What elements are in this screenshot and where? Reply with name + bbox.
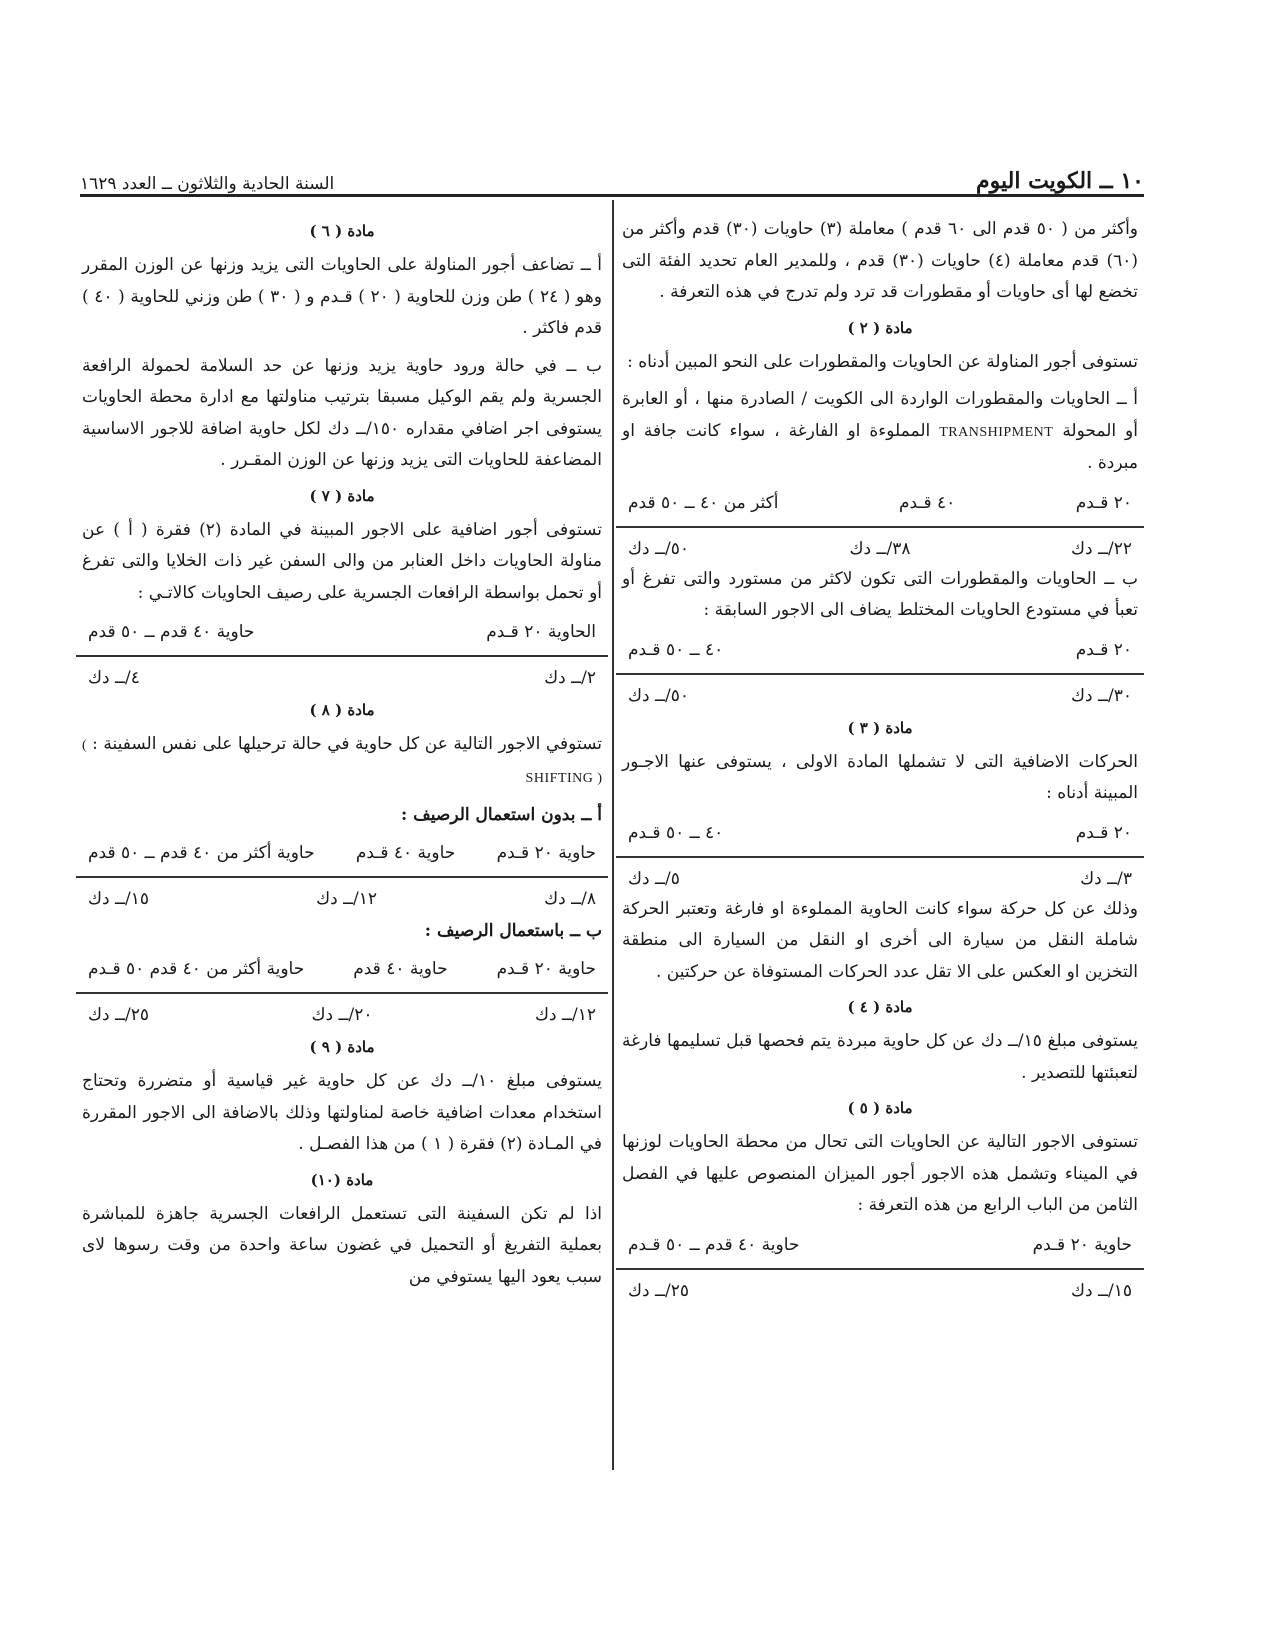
article-2-intro: تستوفى أجور المناولة عن الحاويات والمقطورات على النحو المبين أدناه :	[627, 351, 1138, 372]
article-4-title: مادة ( ٤ )	[847, 998, 913, 1016]
size-label: ٤٠ ــ ٥٠ قـدم	[628, 639, 724, 660]
size-label: حاوية ٤٠ قدم ــ ٥٠ قدم	[88, 622, 255, 642]
header-rule	[80, 194, 1144, 197]
fee-value: ١٥/ــ دك	[88, 889, 149, 909]
article-2-clause-a	[622, 384, 1138, 480]
fee-value: ٢٠/ــ دك	[311, 1005, 373, 1025]
fee-value: ٣٨/ــ دك	[849, 538, 911, 559]
fee-value: ٥/ــ دك	[628, 868, 680, 889]
fee-value: ٨/ــ دك	[544, 889, 596, 909]
fee-value: ١٥/ــ دك	[1071, 1280, 1132, 1301]
article-8a-fee-row	[82, 884, 602, 914]
continued-paragraph: وأكثر من ( ٥٠ قدم الى ٦٠ قدم ) معاملة (٣) حاويات (٣٠) قدم وأكثر من (٦٠) قدم معاملة (٤) حاويات (٣٠) قدم ، وللمدير العام تحديد الفئة التى تخضع لها أى حاويات أو مقطورات قد ترد ولم تدرج في هذه التعرفة .	[622, 219, 1139, 302]
column-divider	[612, 200, 614, 1470]
table-rule	[76, 992, 608, 994]
article-5-text: تستوفى الاجور التالية عن الحاويات التى تحال من محطة الحاويات لوزنها في الميناء وتشمل هذه الاجور أجور الميزان المنصوص عليها في الفصل الثامن من الباب الرابع من هذه التعرفة :	[622, 1132, 1138, 1215]
fee-value: ٢٥/ــ دك	[628, 1280, 689, 1301]
fee-value: ١٢/ــ دك	[316, 889, 378, 909]
article-3-text: الحركات الاضافية التى لا تشملها المادة الاولى ، يستوفى عنها الاجـور المبينة أدناه :	[622, 751, 1138, 803]
table-rule	[616, 526, 1144, 528]
article-6-title: مادة ( ٦ )	[309, 222, 375, 240]
size-label: حاوية ٤٠ قدم ــ ٥٠ قـدم	[628, 1234, 800, 1255]
fee-value: ٥٠/ــ دك	[628, 685, 689, 706]
article-3-fee-row	[622, 864, 1138, 894]
article-8-text-body: تستوفي الاجور التالية عن كل حاوية في حالة ترحيلها على نفس السفينة :	[92, 734, 602, 754]
article-7-size-row	[82, 617, 602, 647]
right-column	[622, 214, 1138, 1306]
article-9-text: يستوفى مبلغ ١٠/ــ دك عن كل حاوية غير قياسية أو متضررة وتحتاج استخدام معدات اضافية خاصة لمناولتها وذلك بالاضافة الى الاجور المقررة في المـادة (٢) فقرة ( ١ ) من هذا الفصـل .	[82, 1071, 602, 1154]
shifting-term: ( SHIFTING )	[82, 738, 602, 786]
size-label: حاوية ٤٠ قدم	[353, 959, 448, 979]
left-column	[82, 214, 602, 1299]
size-label: حاوية ٢٠ قـدم	[496, 843, 596, 863]
article-2b-size-row	[622, 635, 1138, 665]
size-label: حاوية أكثر من ٤٠ قدم ــ ٥٠ قدم	[88, 843, 315, 863]
table-rule	[616, 673, 1144, 675]
size-label: ٤٠ قـدم	[899, 492, 956, 513]
size-label: أكثر من ٤٠ ــ ٥٠ قدم	[628, 492, 779, 513]
article-6-clause-a: أ ــ تضاعف أجور المناولة على الحاويات التى يزيد وزنها عن الوزن المقرر وهو ( ٢٤ ) طن وزن للحاوية ( ٢٠ ) قـدم و ( ٣٠ ) طن وزني للحاوية ( ٤٠ ) قدم فاكثر .	[82, 255, 602, 338]
article-3-title: مادة ( ٣ )	[847, 718, 913, 737]
article-2-clause-a-text: أ ــ الحاويات والمقطورات الواردة الى الكويت / الصادرة منها ، أو العابرة أو المحولة	[622, 389, 1138, 441]
fee-value: ٣/ــ دك	[1080, 868, 1132, 889]
size-label: حاوية ٤٠ قـدم	[355, 843, 456, 863]
table-rule	[76, 876, 608, 878]
size-label: ٤٠ ــ ٥٠ قـدم	[628, 822, 724, 843]
article-7-text: تستوفى أجور اضافية على الاجور المبينة في المادة (٢) فقرة ( أ ) عن مناولة الحاويات داخل العنابر من والى السفن غير ذات الخلايا والتى تفرغ أو تحمل بواسطة الرافعات الجسرية على رصيف الحاويات كالاتـي :	[82, 519, 602, 603]
article-10-text: اذا لم تكن السفينة التى تستعمل الرافعات الجسرية جاهزة للمباشرة بعملية التفريغ أو التحميل في غضون ساعة واحدة من وقت رسوها لاى سبب يعود اليها يستوفي من	[82, 1203, 602, 1287]
size-label: ٢٠ قـدم	[1075, 492, 1132, 513]
size-label: حاوية أكثر من ٤٠ قدم ٥٠ قـدم	[88, 959, 305, 979]
article-8a-size-row	[82, 838, 602, 868]
article-2-clause-b: ب ــ الحاويات والمقطورات التى تكون لاكثر من مستورد والتى تفرغ أو تعبأ في مستودع الحاويات المختلط يضاف الى الاجور السابقة :	[622, 568, 1138, 620]
article-2b-fee-row	[622, 681, 1138, 711]
size-label: ٢٠ قـدم	[1075, 822, 1132, 843]
article-7-fee-row	[82, 663, 602, 693]
article-2-title: مادة ( ٢ )	[847, 318, 913, 337]
article-3-note: وذلك عن كل حركة سواء كانت الحاوية المملوءة او فارغة وتعتبر الحركة شاملة النقل من سيارة الى أخرى او النقل من السيارة الى منطقة التخزين او العكس على الا تقل عدد الحركات المستوفاة عن حركتين .	[622, 898, 1138, 982]
size-label: ٢٠ قـدم	[1075, 639, 1132, 660]
article-7-title: مادة ( ٧ )	[309, 486, 375, 505]
article-8-clause-a-title: أ ــ بدون استعمال الرصيف :	[400, 805, 602, 825]
table-rule	[76, 655, 608, 657]
fee-value: ١٢/ــ دك	[535, 1005, 596, 1025]
article-8b-fee-row	[82, 1000, 602, 1030]
article-8-text	[82, 729, 602, 794]
article-10-title: مادة (١٠)	[310, 1170, 374, 1189]
size-label: حاوية ٢٠ قـدم	[1032, 1234, 1132, 1255]
article-5-fee-row	[622, 1276, 1138, 1306]
fee-value: ٢/ــ دك	[544, 668, 596, 688]
article-2-clause-a-text-2: المملوءة او الفارغة ، سواء كانت جافة او مبردة .	[622, 420, 1138, 473]
article-5-title: مادة ( ٥ )	[847, 1099, 913, 1117]
article-4-text: يستوفى مبلغ ١٥/ــ دك عن كل حاوية مبردة يتم فحصها قبل تسليمها فارغة لتعبئتها للتصدير .	[622, 1031, 1138, 1083]
fee-value: ٤/ــ دك	[88, 668, 140, 688]
fee-value: ٢٥/ــ دك	[88, 1005, 149, 1025]
article-8-clause-b-title: ب ــ باستعمال الرصيف :	[424, 921, 602, 941]
fee-value: ٥٠/ــ دك	[628, 538, 689, 559]
issue-info: السنة الحادية والثلاثون ــ العدد ١٦٢٩	[80, 174, 335, 194]
table-rule	[616, 856, 1144, 858]
size-label: الحاوية ٢٠ قـدم	[486, 622, 596, 642]
table-rule	[616, 1268, 1144, 1270]
fee-value: ٣٠/ــ دك	[1071, 685, 1132, 706]
article-5-size-row	[622, 1230, 1138, 1260]
article-8-title: مادة ( ٨ )	[309, 701, 375, 719]
article-2a-size-row	[622, 488, 1138, 518]
article-9-title: مادة ( ٩ )	[309, 1038, 375, 1056]
article-2a-fee-row	[622, 534, 1138, 564]
publication-title: ١٠ ــ الكويت اليوم	[975, 168, 1144, 194]
article-3-size-row	[622, 818, 1138, 848]
fee-value: ٢٢/ــ دك	[1071, 538, 1132, 559]
article-8b-size-row	[82, 954, 602, 984]
article-6-clause-b: ب ــ في حالة ورود حاوية يزيد وزنها عن حد السلامة لحمولة الرافعة الجسرية ولم يقم الوكيل مسبقا بترتيب مناولتها مع ادارة محطة الحاويات يستوفى اجر اضافي مقداره ١٥٠/ــ دك لكل حاوية اضافة للاجور الاساسية المضاعفة للحاويات التى يزيد وزنها عن الوزن المقـرر .	[82, 355, 602, 470]
page-header	[80, 160, 1144, 194]
transhipment-term: TRANSHIPMENT	[939, 424, 1054, 440]
size-label: حاوية ٢٠ قـدم	[496, 959, 596, 979]
